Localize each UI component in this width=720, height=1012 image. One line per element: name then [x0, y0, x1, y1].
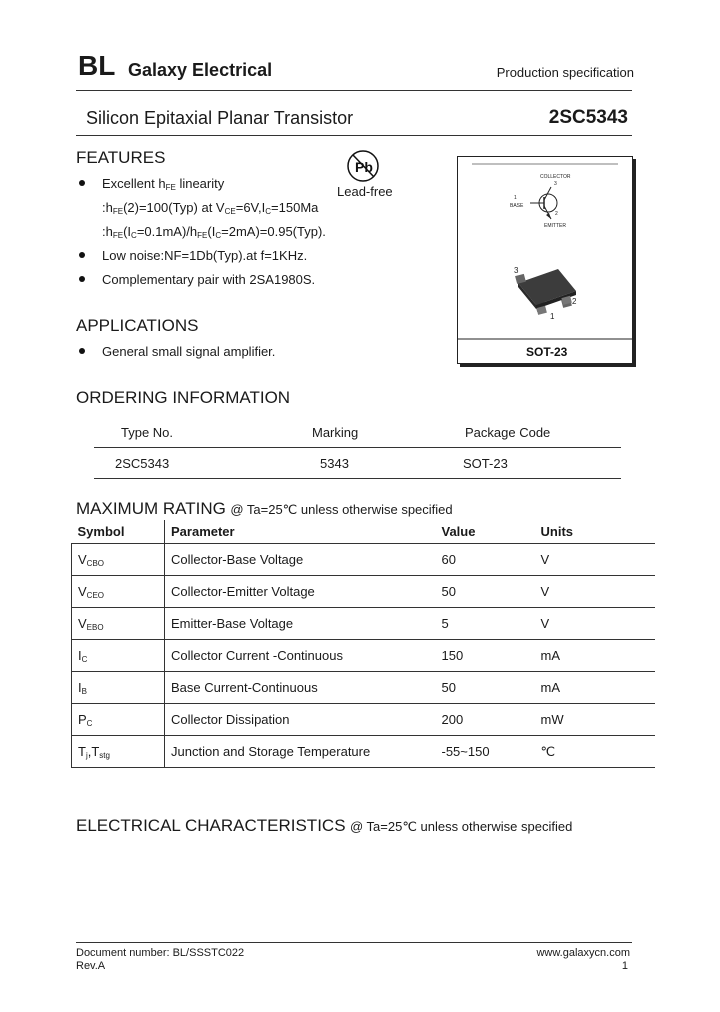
ordering-header-marking: Marking	[312, 425, 359, 440]
lead-free-icon	[344, 148, 384, 184]
header-divider	[76, 90, 632, 91]
unit-cell: V	[540, 552, 550, 567]
symbol-cell: $V_{EBO}$	[72, 608, 165, 640]
unit-cell: V	[540, 584, 550, 599]
feature-item: Low noise:NF=1Db(Typ).at f=1KHz.	[102, 248, 308, 263]
doc-number: Document number: BL/SSSTC022	[76, 947, 245, 959]
lead-free-symbol: Pb	[355, 159, 373, 175]
ordering-marking: 5343	[320, 456, 349, 471]
page-number: 1	[621, 960, 628, 972]
symbol-cell: $I_B$	[72, 672, 165, 704]
electrical-heading: ELECTRICAL CHARACTERISTICS	[76, 816, 346, 835]
lead-free-label: Lead-free	[337, 184, 393, 199]
parameter-cell: Collector Current -Continuous	[171, 648, 343, 663]
pin2-schematic: 2	[555, 211, 558, 217]
value-cell: 50	[441, 680, 456, 695]
company-logo: BL	[78, 50, 116, 81]
spec-type: Production specification	[496, 65, 634, 80]
table-row	[72, 576, 656, 608]
parameter-cell: Emitter-Base Voltage	[171, 616, 294, 631]
application-item: General small signal amplifier.	[102, 344, 276, 359]
ordering-header-package: Package Code	[465, 425, 551, 440]
table-row	[72, 608, 656, 640]
pin1-schematic: 1	[514, 195, 517, 201]
value-cell: -55~150	[441, 744, 490, 759]
applications-heading: APPLICATIONS	[76, 316, 199, 335]
max-rating-condition: @ Ta=25℃ unless otherwise specified	[230, 502, 453, 517]
max-rating-heading: MAXIMUM RATING	[76, 499, 226, 518]
title-divider	[76, 135, 632, 136]
website-link[interactable]: www.galaxycn.com	[536, 947, 630, 959]
unit-cell: mA	[540, 648, 560, 663]
pin3-schematic: 3	[554, 181, 557, 187]
unit-cell: mW	[540, 712, 564, 727]
parameter-cell: Collector-Emitter Voltage	[171, 584, 315, 599]
bullet-icon	[79, 180, 85, 186]
feature-item: $:h_{FE}(I_C=0.1mA)/h_{FE}(I_C=2mA)=0.95(Typ)$.	[102, 224, 326, 240]
electrical-title	[76, 816, 572, 836]
parameter-cell: Base Current-Continuous	[171, 680, 318, 695]
max-rating-title	[76, 499, 453, 519]
electrical-condition: @ Ta=25℃ unless otherwise specified	[349, 819, 573, 834]
max-rating-table	[71, 520, 655, 768]
package-name: SOT-23	[526, 345, 568, 359]
feature-item: $:h_{FE}(2)=100(Typ)$ at $V_{CE}=6V,I_C=150Ma$	[102, 200, 319, 216]
table-row	[72, 640, 656, 672]
feature-item: Complementary pair with 2SA1980S.	[102, 272, 316, 287]
transistor-symbol-icon	[530, 187, 557, 219]
symbol-cell: $I_C$	[72, 640, 165, 672]
pin1-label: 1	[550, 312, 555, 321]
table-row	[72, 672, 656, 704]
sot23-package-icon	[515, 269, 576, 315]
ordering-package: SOT-23	[463, 456, 508, 471]
footer-divider	[76, 942, 632, 943]
ordering-type: 2SC5343	[115, 456, 170, 471]
table-row	[72, 704, 656, 736]
bullet-icon	[79, 348, 85, 354]
pin3-label: 3	[514, 266, 519, 275]
unit-cell: mA	[540, 680, 560, 695]
bullet-icon	[79, 252, 85, 258]
col-header-units: Units	[540, 524, 573, 539]
value-cell: 50	[441, 584, 456, 599]
value-cell: 60	[441, 552, 456, 567]
page-title: Silicon Epitaxial Planar Transistor	[86, 108, 354, 128]
ordering-header-type: Type No.	[121, 425, 174, 440]
table-row	[72, 544, 656, 576]
symbol-cell: $V_{CEO}$	[72, 576, 165, 608]
features-heading: FEATURES	[76, 148, 166, 167]
symbol-cell: $P_C$	[72, 704, 165, 736]
parameter-cell: Collector-Base Voltage	[171, 552, 304, 567]
part-number: 2SC5343	[548, 107, 628, 128]
unit-cell: ℃	[540, 743, 556, 759]
package-diagram	[457, 156, 633, 364]
symbol-cell: $V_{CBO}$	[72, 544, 165, 576]
ordering-heading: ORDERING INFORMATION	[76, 388, 291, 407]
col-header-parameter: Parameter	[171, 524, 235, 539]
feature-item: Excellent $h_{FE}$ linearity	[102, 176, 225, 192]
col-header-value: Value	[441, 524, 476, 539]
parameter-cell: Collector Dissipation	[171, 712, 290, 727]
bullet-icon	[79, 276, 85, 282]
emitter-label: EMITTER	[544, 223, 566, 229]
table-row	[72, 736, 656, 768]
revision: Rev.A	[76, 960, 106, 972]
pin2-label: 2	[572, 297, 577, 306]
symbol-cell: $T_j,T_{stg}$	[72, 736, 165, 768]
value-cell: 5	[441, 616, 449, 631]
unit-cell: V	[540, 616, 550, 631]
ordering-divider	[94, 478, 621, 479]
col-header-symbol: Symbol	[72, 520, 165, 544]
value-cell: 150	[441, 648, 464, 663]
company-name: Galaxy Electrical	[128, 60, 273, 80]
ordering-divider	[94, 447, 621, 448]
base-label: BASE	[510, 203, 524, 209]
collector-label: COLLECTOR	[540, 174, 571, 180]
value-cell: 200	[441, 712, 464, 727]
parameter-cell: Junction and Storage Temperature	[171, 744, 371, 759]
